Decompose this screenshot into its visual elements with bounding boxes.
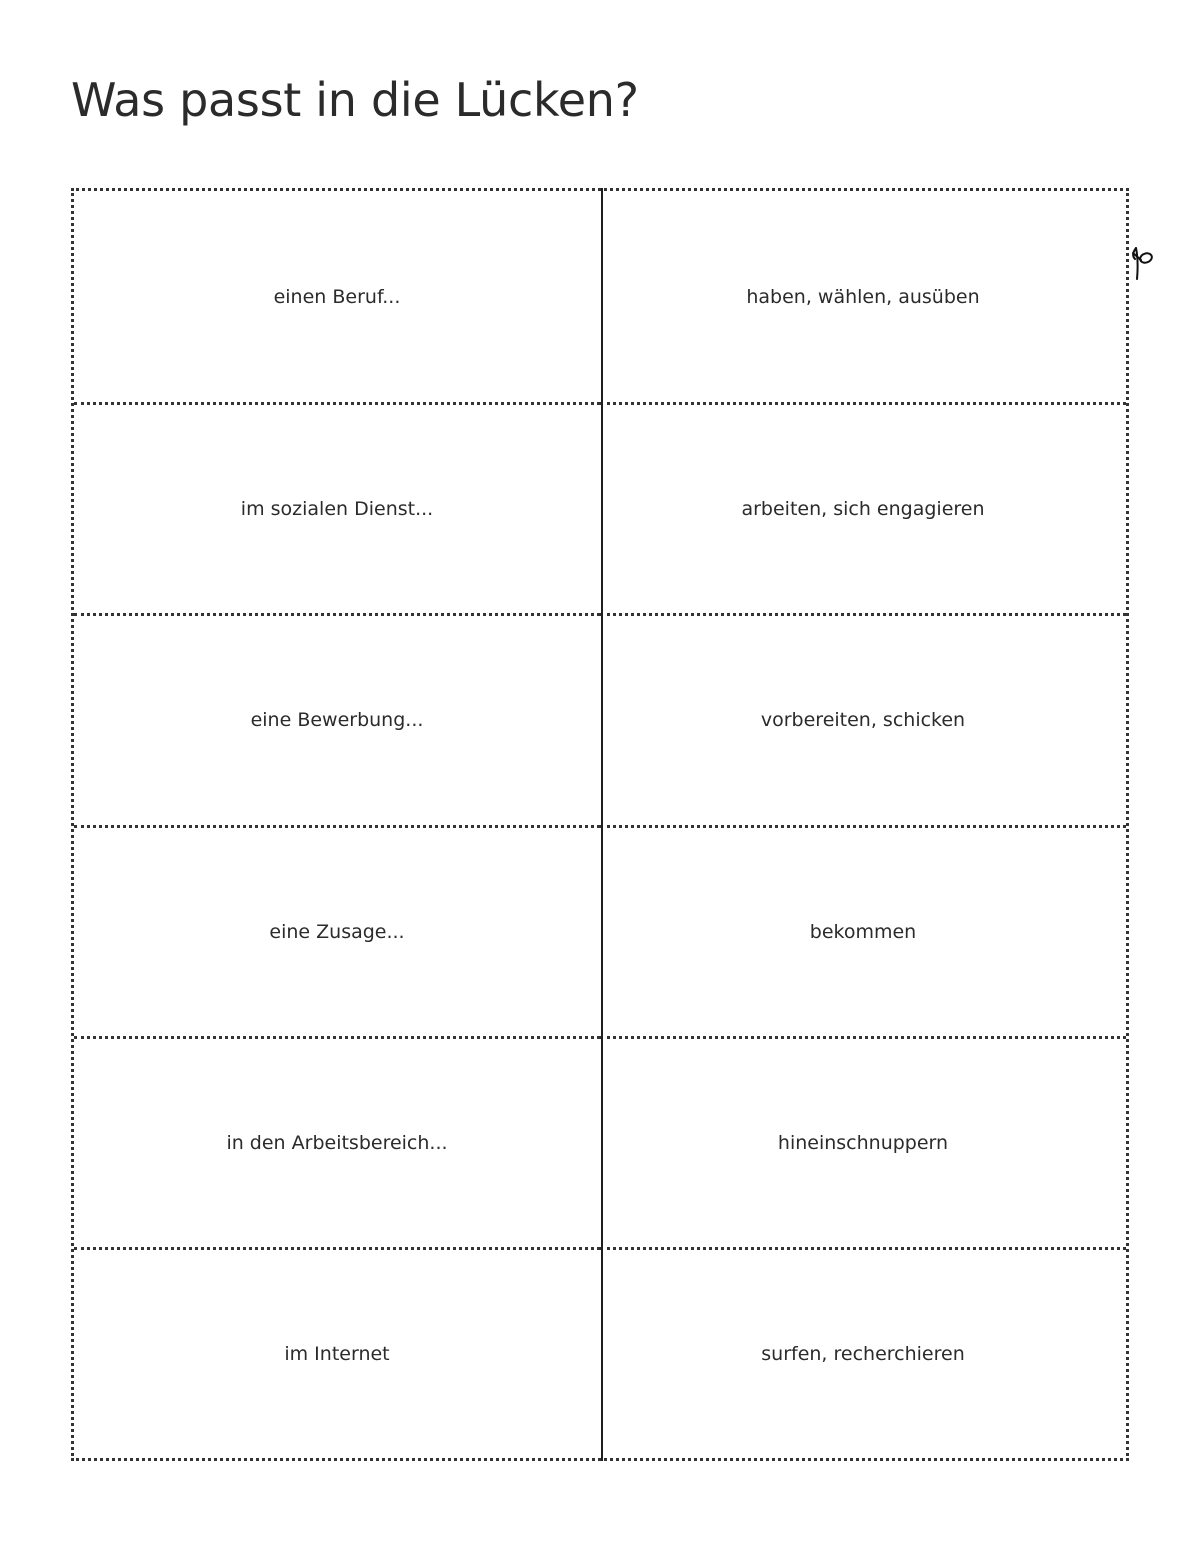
scissors-icon — [1124, 244, 1160, 284]
card-phrase-end: hineinschnuppern — [600, 1036, 1126, 1247]
card-phrase-end: bekommen — [600, 825, 1126, 1036]
card-phrase-end: haben, wählen, ausüben — [746, 285, 980, 308]
card-phrase-end: vorbereiten, schicken — [600, 613, 1126, 824]
card-phrase-start: im sozialen Dienst... — [74, 402, 600, 613]
card-phrase-start: eine Bewerbung... — [74, 613, 600, 824]
card-phrase-start: in den Arbeitsbereich... — [74, 1036, 600, 1247]
card-phrase-start: eine Zusage... — [74, 825, 600, 1036]
card-phrase-end: arbeiten, sich engagieren — [600, 402, 1126, 613]
page-title: Was passt in die Lücken? — [71, 73, 639, 127]
column-divider — [601, 188, 603, 1461]
card-phrase-end: surfen, recherchieren — [600, 1247, 1126, 1458]
cut-out-card-sheet — [71, 188, 1129, 1461]
card-phrase-start: einen Beruf... — [273, 285, 401, 308]
card-phrase-start: im Internet — [74, 1247, 600, 1458]
card-grid — [74, 191, 1126, 1458]
